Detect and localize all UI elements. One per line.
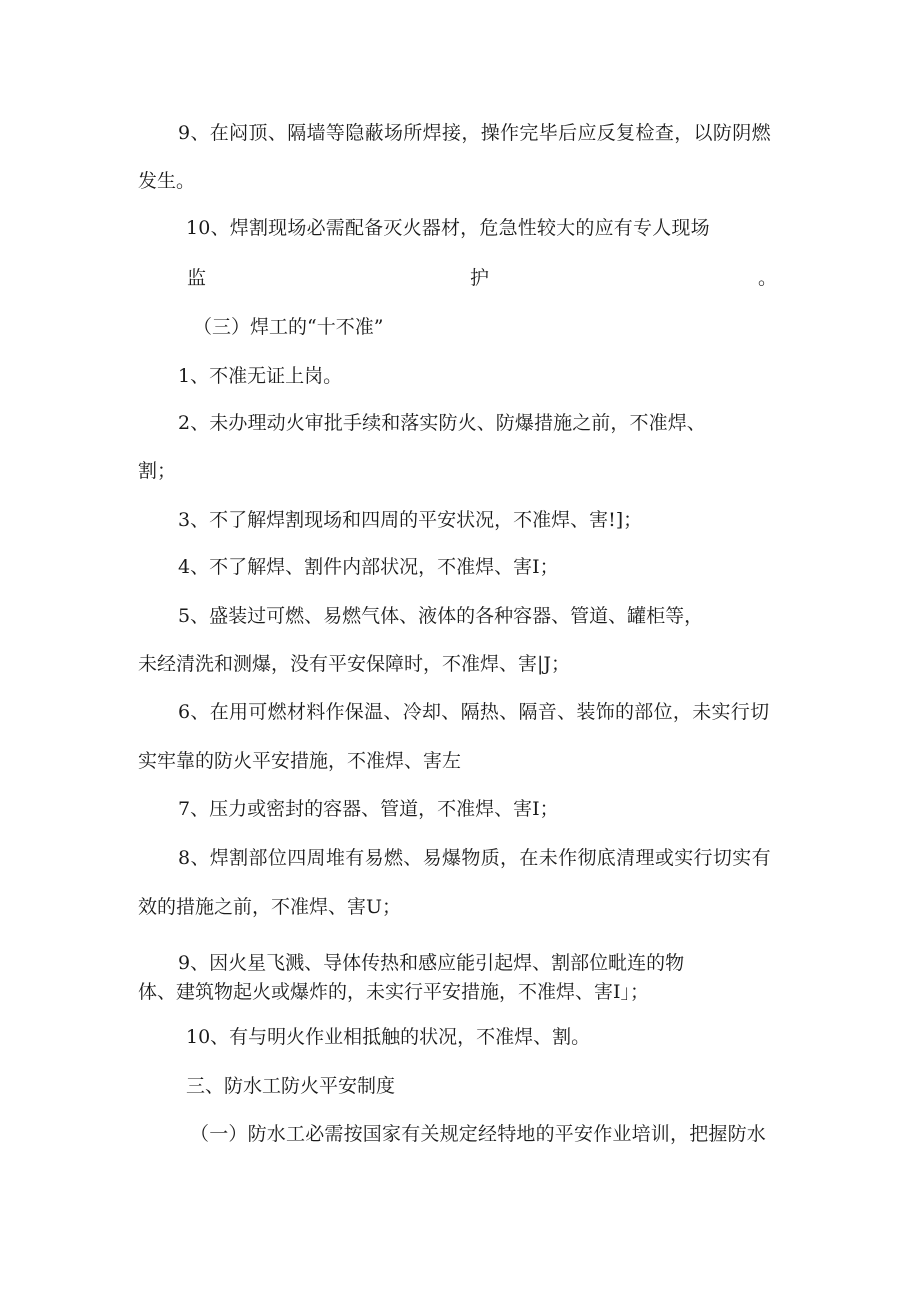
paragraph-line: 5、盛装过可燃、易燃气体、液体的各种容器、管道、罐柜等， — [178, 605, 704, 627]
paragraph-line: 3、不了解焊割现场和四周的平安状况，不准焊、害!]； — [178, 509, 643, 531]
section-heading: （三）焊工的“十不准” — [193, 316, 384, 338]
paragraph-line: 7、压力或密封的容器、管道，不准焊、害I； — [178, 798, 559, 820]
paragraph-line: 9、在闷顶、隔墙等隐蔽场所焊接，操作完毕后应反复检查，以防阴燃 — [178, 122, 771, 144]
paragraph-line: 监 — [187, 267, 207, 289]
paragraph-line: 1、不准无证上岗。 — [178, 365, 343, 387]
paragraph-line: 4、不了解焊、割件内部状况，不准焊、害I； — [178, 556, 559, 578]
paragraph-line: 10、有与明火作业相抵触的状况，不准焊、割。 — [186, 1026, 591, 1048]
paragraph-line: 效的措施之前，不准焊、害U； — [138, 896, 402, 918]
paragraph-line: （一）防水工必需按国家有关规定经特地的平安作业培训，把握防水 — [190, 1123, 767, 1145]
paragraph-line: 未经清洗和测爆，没有平安保障时，不准焊、害|J； — [138, 653, 571, 675]
paragraph-line: 护 — [470, 267, 490, 289]
paragraph-line: 体、建筑物起火或爆炸的，未实行平安措施，不准焊、害I」； — [138, 981, 650, 1003]
section-heading: 三、防水工防火平安制度 — [186, 1075, 396, 1097]
paragraph-line: 割； — [138, 460, 177, 482]
paragraph-line: 6、在用可燃材料作保温、冷却、隔热、隔音、装饰的部位，未实行切 — [178, 701, 770, 723]
paragraph-line: 9、因火星飞溅、导体传热和感应能引起焊、割部位毗连的物 — [178, 952, 685, 974]
paragraph-line: 实牢靠的防火平安措施，不准焊、害左 — [138, 750, 462, 772]
paragraph-line: 10、焊割现场必需配备灭火器材，危急性较大的应有专人现场 — [186, 217, 710, 239]
paragraph-line: 。 — [758, 267, 778, 289]
paragraph-line: 8、焊割部位四周堆有易燃、易爆物质，在未作彻底清理或实行切实有 — [178, 847, 771, 869]
paragraph-line: 2、未办理动火审批手续和落实防火、防爆措施之前，不准焊、 — [178, 412, 706, 434]
paragraph-line: 发生。 — [138, 170, 196, 192]
